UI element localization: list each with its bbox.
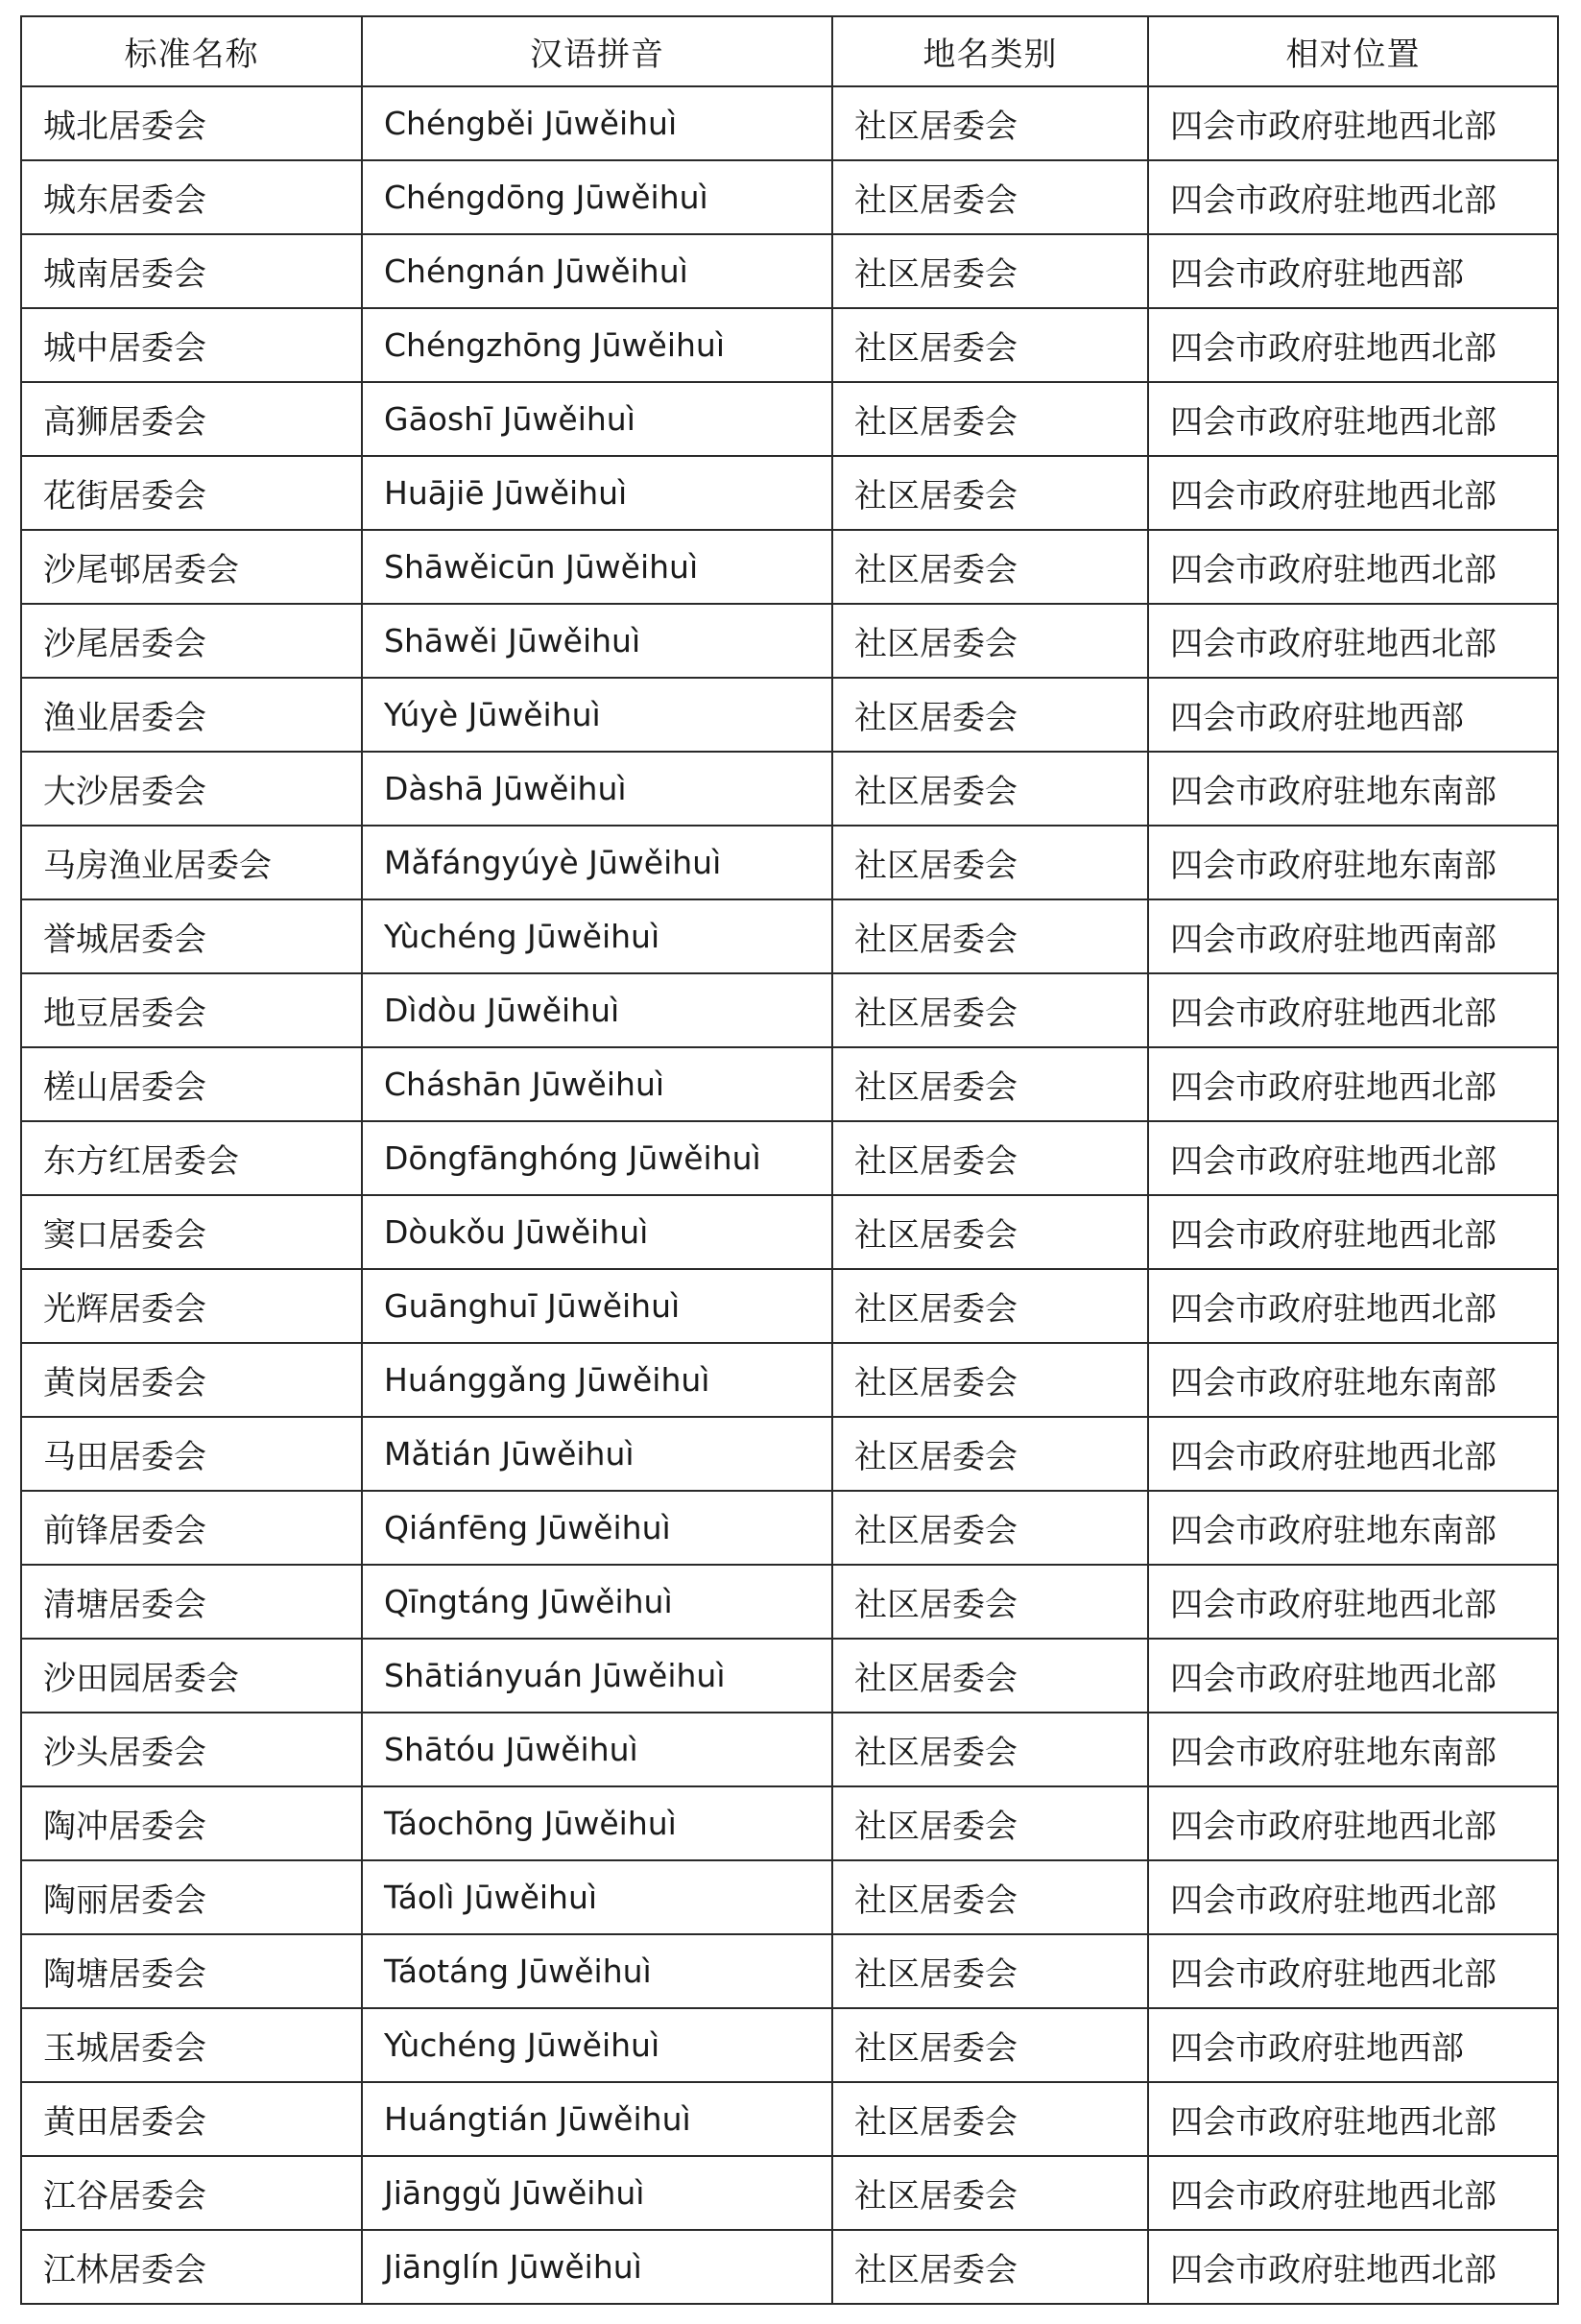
- header-row: [21, 16, 1558, 86]
- table-row: [21, 1639, 1558, 1713]
- cell-standard-name: 沙头居委会: [21, 1713, 362, 1786]
- table-row: [21, 752, 1558, 826]
- place-name-table: [20, 15, 1559, 2305]
- cell-standard-name: 大沙居委会: [21, 752, 362, 826]
- cell-standard-name: 陶塘居委会: [21, 1934, 362, 2008]
- table-row: [21, 234, 1558, 308]
- table-row: [21, 1934, 1558, 2008]
- cell-relative-position: 四会市政府驻地西北部: [1148, 2156, 1558, 2230]
- cell-pinyin: Dìdòu Jūwěihuì: [362, 973, 832, 1047]
- cell-standard-name: 马田居委会: [21, 1417, 362, 1491]
- cell-pinyin: Táolì Jūwěihuì: [362, 1860, 832, 1934]
- cell-relative-position: 四会市政府驻地西南部: [1148, 899, 1558, 973]
- cell-pinyin: Táochōng Jūwěihuì: [362, 1786, 832, 1860]
- table-row: [21, 1860, 1558, 1934]
- cell-pinyin: Huājiē Jūwěihuì: [362, 456, 832, 530]
- cell-relative-position: 四会市政府驻地西北部: [1148, 1269, 1558, 1343]
- cell-relative-position: 四会市政府驻地西北部: [1148, 1565, 1558, 1639]
- cell-category: 社区居委会: [832, 1047, 1148, 1121]
- cell-relative-position: 四会市政府驻地西北部: [1148, 1639, 1558, 1713]
- table-row: [21, 826, 1558, 899]
- cell-pinyin: Dòukǒu Jūwěihuì: [362, 1195, 832, 1269]
- cell-standard-name: 光辉居委会: [21, 1269, 362, 1343]
- cell-relative-position: 四会市政府驻地西部: [1148, 234, 1558, 308]
- cell-category: 社区居委会: [832, 2156, 1148, 2230]
- cell-standard-name: 黄岗居委会: [21, 1343, 362, 1417]
- table-row: [21, 2230, 1558, 2304]
- cell-standard-name: 窦口居委会: [21, 1195, 362, 1269]
- cell-standard-name: 渔业居委会: [21, 678, 362, 752]
- cell-pinyin: Chéngnán Jūwěihuì: [362, 234, 832, 308]
- cell-relative-position: 四会市政府驻地西北部: [1148, 604, 1558, 678]
- cell-category: 社区居委会: [832, 2082, 1148, 2156]
- table-row: [21, 1417, 1558, 1491]
- cell-standard-name: 沙尾邨居委会: [21, 530, 362, 604]
- cell-standard-name: 陶丽居委会: [21, 1860, 362, 1934]
- cell-category: 社区居委会: [832, 752, 1148, 826]
- table-row: [21, 1343, 1558, 1417]
- cell-category: 社区居委会: [832, 1491, 1148, 1565]
- cell-relative-position: 四会市政府驻地西北部: [1148, 2230, 1558, 2304]
- header-relative-position: 相对位置: [1148, 16, 1558, 86]
- cell-standard-name: 城南居委会: [21, 234, 362, 308]
- table-row: [21, 1269, 1558, 1343]
- cell-pinyin: Yùchéng Jūwěihuì: [362, 899, 832, 973]
- cell-pinyin: Táotáng Jūwěihuì: [362, 1934, 832, 2008]
- cell-relative-position: 四会市政府驻地西北部: [1148, 160, 1558, 234]
- cell-relative-position: 四会市政府驻地东南部: [1148, 1491, 1558, 1565]
- cell-category: 社区居委会: [832, 1565, 1148, 1639]
- cell-pinyin: Shātóu Jūwěihuì: [362, 1713, 832, 1786]
- table-row: [21, 382, 1558, 456]
- cell-standard-name: 沙田园居委会: [21, 1639, 362, 1713]
- cell-standard-name: 花街居委会: [21, 456, 362, 530]
- cell-category: 社区居委会: [832, 1713, 1148, 1786]
- cell-category: 社区居委会: [832, 308, 1148, 382]
- cell-pinyin: Dàshā Jūwěihuì: [362, 752, 832, 826]
- cell-relative-position: 四会市政府驻地西北部: [1148, 86, 1558, 160]
- cell-standard-name: 槎山居委会: [21, 1047, 362, 1121]
- cell-relative-position: 四会市政府驻地西北部: [1148, 2082, 1558, 2156]
- cell-relative-position: 四会市政府驻地东南部: [1148, 826, 1558, 899]
- header-standard-name: 标准名称: [21, 16, 362, 86]
- cell-standard-name: 地豆居委会: [21, 973, 362, 1047]
- cell-category: 社区居委会: [832, 1121, 1148, 1195]
- cell-standard-name: 沙尾居委会: [21, 604, 362, 678]
- cell-pinyin: Yúyè Jūwěihuì: [362, 678, 832, 752]
- cell-pinyin: Guānghuī Jūwěihuì: [362, 1269, 832, 1343]
- cell-pinyin: Yùchéng Jūwěihuì: [362, 2008, 832, 2082]
- cell-relative-position: 四会市政府驻地西北部: [1148, 1934, 1558, 2008]
- cell-category: 社区居委会: [832, 973, 1148, 1047]
- cell-relative-position: 四会市政府驻地西部: [1148, 678, 1558, 752]
- cell-category: 社区居委会: [832, 86, 1148, 160]
- cell-pinyin: Jiānggǔ Jūwěihuì: [362, 2156, 832, 2230]
- table-row: [21, 1786, 1558, 1860]
- cell-pinyin: Chéngběi Jūwěihuì: [362, 86, 832, 160]
- cell-category: 社区居委会: [832, 2230, 1148, 2304]
- table-row: [21, 899, 1558, 973]
- cell-standard-name: 城北居委会: [21, 86, 362, 160]
- cell-standard-name: 马房渔业居委会: [21, 826, 362, 899]
- cell-pinyin: Huángtián Jūwěihuì: [362, 2082, 832, 2156]
- cell-standard-name: 城中居委会: [21, 308, 362, 382]
- cell-category: 社区居委会: [832, 382, 1148, 456]
- cell-relative-position: 四会市政府驻地东南部: [1148, 752, 1558, 826]
- cell-category: 社区居委会: [832, 678, 1148, 752]
- table-row: [21, 1713, 1558, 1786]
- cell-category: 社区居委会: [832, 234, 1148, 308]
- table-row: [21, 2082, 1558, 2156]
- cell-standard-name: 江谷居委会: [21, 2156, 362, 2230]
- cell-standard-name: 清塘居委会: [21, 1565, 362, 1639]
- cell-standard-name: 玉城居委会: [21, 2008, 362, 2082]
- cell-relative-position: 四会市政府驻地西北部: [1148, 308, 1558, 382]
- table-row: [21, 2156, 1558, 2230]
- cell-pinyin: Qiánfēng Jūwěihuì: [362, 1491, 832, 1565]
- cell-pinyin: Shāwěicūn Jūwěihuì: [362, 530, 832, 604]
- table-row: [21, 308, 1558, 382]
- cell-relative-position: 四会市政府驻地西北部: [1148, 1786, 1558, 1860]
- cell-standard-name: 江林居委会: [21, 2230, 362, 2304]
- cell-relative-position: 四会市政府驻地西北部: [1148, 1417, 1558, 1491]
- cell-relative-position: 四会市政府驻地西北部: [1148, 530, 1558, 604]
- cell-standard-name: 高狮居委会: [21, 382, 362, 456]
- cell-category: 社区居委会: [832, 160, 1148, 234]
- table-row: [21, 604, 1558, 678]
- table-header: [21, 16, 1558, 86]
- table-row: [21, 973, 1558, 1047]
- table-row: [21, 86, 1558, 160]
- table-row: [21, 456, 1558, 530]
- cell-relative-position: 四会市政府驻地西北部: [1148, 1195, 1558, 1269]
- cell-category: 社区居委会: [832, 604, 1148, 678]
- table-row: [21, 530, 1558, 604]
- table-row: [21, 1195, 1558, 1269]
- cell-pinyin: Chéngdōng Jūwěihuì: [362, 160, 832, 234]
- table-row: [21, 1047, 1558, 1121]
- cell-standard-name: 前锋居委会: [21, 1491, 362, 1565]
- cell-pinyin: Mǎfángyúyè Jūwěihuì: [362, 826, 832, 899]
- cell-standard-name: 城东居委会: [21, 160, 362, 234]
- cell-standard-name: 陶冲居委会: [21, 1786, 362, 1860]
- cell-category: 社区居委会: [832, 1934, 1148, 2008]
- cell-pinyin: Dōngfānghóng Jūwěihuì: [362, 1121, 832, 1195]
- cell-category: 社区居委会: [832, 899, 1148, 973]
- cell-category: 社区居委会: [832, 1786, 1148, 1860]
- cell-category: 社区居委会: [832, 456, 1148, 530]
- cell-pinyin: Jiānglín Jūwěihuì: [362, 2230, 832, 2304]
- cell-category: 社区居委会: [832, 1195, 1148, 1269]
- table-row: [21, 2008, 1558, 2082]
- cell-standard-name: 黄田居委会: [21, 2082, 362, 2156]
- cell-relative-position: 四会市政府驻地西部: [1148, 2008, 1558, 2082]
- cell-pinyin: Shātiányuán Jūwěihuì: [362, 1639, 832, 1713]
- cell-category: 社区居委会: [832, 826, 1148, 899]
- table-row: [21, 1121, 1558, 1195]
- cell-pinyin: Huánggǎng Jūwěihuì: [362, 1343, 832, 1417]
- cell-category: 社区居委会: [832, 530, 1148, 604]
- table-row: [21, 1565, 1558, 1639]
- cell-relative-position: 四会市政府驻地东南部: [1148, 1713, 1558, 1786]
- cell-standard-name: 誉城居委会: [21, 899, 362, 973]
- cell-category: 社区居委会: [832, 1269, 1148, 1343]
- cell-category: 社区居委会: [832, 1639, 1148, 1713]
- cell-relative-position: 四会市政府驻地西北部: [1148, 456, 1558, 530]
- table-body: [21, 86, 1558, 2304]
- cell-category: 社区居委会: [832, 1417, 1148, 1491]
- cell-category: 社区居委会: [832, 1343, 1148, 1417]
- table-row: [21, 678, 1558, 752]
- cell-pinyin: Chéngzhōng Jūwěihuì: [362, 308, 832, 382]
- cell-pinyin: Cháshān Jūwěihuì: [362, 1047, 832, 1121]
- cell-category: 社区居委会: [832, 1860, 1148, 1934]
- cell-category: 社区居委会: [832, 2008, 1148, 2082]
- table-row: [21, 160, 1558, 234]
- cell-standard-name: 东方红居委会: [21, 1121, 362, 1195]
- cell-relative-position: 四会市政府驻地西北部: [1148, 973, 1558, 1047]
- cell-relative-position: 四会市政府驻地西北部: [1148, 1121, 1558, 1195]
- table-row: [21, 1491, 1558, 1565]
- cell-pinyin: Qīngtáng Jūwěihuì: [362, 1565, 832, 1639]
- cell-pinyin: Gāoshī Jūwěihuì: [362, 382, 832, 456]
- cell-pinyin: Mǎtián Jūwěihuì: [362, 1417, 832, 1491]
- cell-relative-position: 四会市政府驻地西北部: [1148, 1047, 1558, 1121]
- cell-relative-position: 四会市政府驻地西北部: [1148, 1860, 1558, 1934]
- cell-relative-position: 四会市政府驻地东南部: [1148, 1343, 1558, 1417]
- header-category: 地名类别: [832, 16, 1148, 86]
- header-pinyin: 汉语拼音: [362, 16, 832, 86]
- cell-pinyin: Shāwěi Jūwěihuì: [362, 604, 832, 678]
- cell-relative-position: 四会市政府驻地西北部: [1148, 382, 1558, 456]
